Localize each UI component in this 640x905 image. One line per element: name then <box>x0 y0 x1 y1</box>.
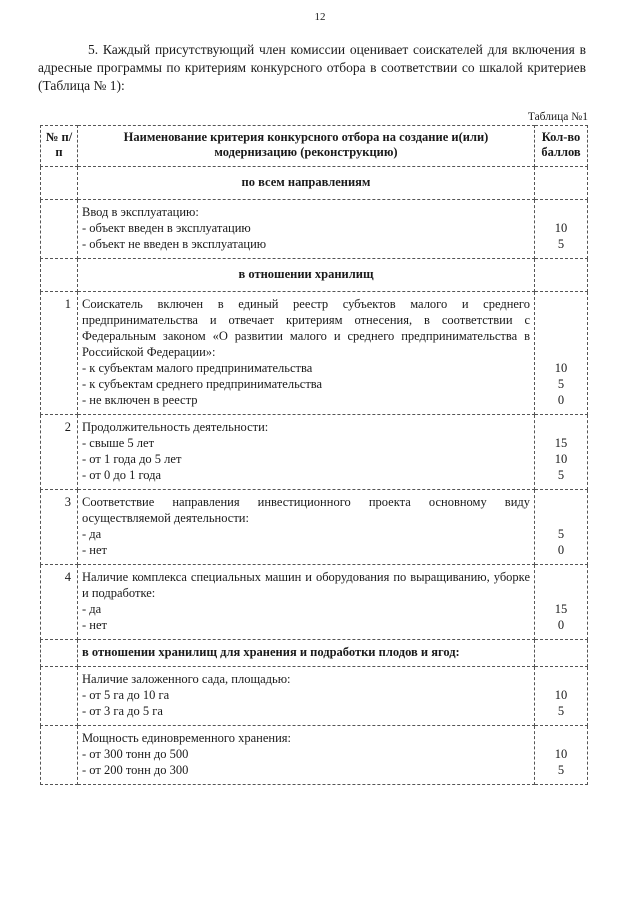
criterion-option: - от 3 га до 5 га <box>82 704 163 718</box>
criterion-option: - от 1 года до 5 лет <box>82 452 182 466</box>
intro-text: 5. Каждый присутствующий член комиссии оценивает соискателей для включения в адресные программы по критериям конкурсного отбора в соответствии со шкалой критериев (Таблица № 1): <box>38 42 586 93</box>
criterion-option: - нет <box>82 618 107 632</box>
criterion-option: - от 5 га до 10 га <box>82 688 170 702</box>
section-row-fruit <box>41 640 588 667</box>
criterion-title: Мощность единовременного хранения: <box>82 731 292 745</box>
criterion-option: - к субъектам среднего предпринимательства <box>82 377 323 391</box>
criterion-option: - не включен в реестр <box>82 393 198 407</box>
section-all-label: по всем направлениям <box>78 167 535 200</box>
table-row <box>41 415 588 490</box>
section-row-storage <box>41 259 588 292</box>
row-num <box>41 726 78 785</box>
points-value: 0 <box>557 618 565 632</box>
header-criterion: Наименование критерия конкурсного отбора на создание и(или) модернизацию (реконструкцию) <box>78 126 535 167</box>
points-value: 5 <box>557 377 565 391</box>
criterion-title: Соответствие направления инвестиционного проекта основному виду осуществляемой деятельности: <box>82 495 530 525</box>
points-value: 10 <box>554 221 568 235</box>
row-num <box>41 667 78 726</box>
points-value: 5 <box>557 237 565 251</box>
table-caption: Таблица №1 <box>527 111 588 123</box>
points-value: 5 <box>557 763 565 777</box>
criterion-option: - нет <box>82 543 107 557</box>
criterion-option: - да <box>82 527 102 541</box>
criterion-title: Наличие заложенного сада, площадью: <box>82 672 291 686</box>
criterion-option: - объект не введен в эксплуатацию <box>82 237 267 251</box>
points-value: 10 <box>554 452 568 466</box>
criterion-option: - от 200 тонн до 300 <box>82 763 189 777</box>
row-num: 1 <box>41 292 78 415</box>
section-fruit-label: в отношении хранилищ для хранения и подработки плодов и ягод: <box>78 640 535 667</box>
table-row <box>41 292 588 415</box>
criterion-title: Ввод в эксплуатацию: <box>82 205 199 219</box>
table-header-row <box>41 126 588 167</box>
criterion-option: - свыше 5 лет <box>82 436 155 450</box>
points-value: 15 <box>554 436 568 450</box>
criterion-option: - объект введен в эксплуатацию <box>82 221 251 235</box>
header-num: № п/п <box>41 126 78 167</box>
row-num: 3 <box>41 490 78 565</box>
points-value: 10 <box>554 361 568 375</box>
table-row <box>41 667 588 726</box>
row-num: 4 <box>41 565 78 640</box>
table-row <box>41 200 588 259</box>
points-value: 15 <box>554 602 568 616</box>
intro-paragraph <box>38 41 586 95</box>
table-row <box>41 726 588 785</box>
points-value: 5 <box>557 704 565 718</box>
points-value: 10 <box>554 747 568 761</box>
criterion-option: - от 0 до 1 года <box>82 468 162 482</box>
table-row <box>41 490 588 565</box>
criterion-title: Соискатель включен в единый реестр субъектов малого и среднего предпринимательства и отвечает критериям отнесения, в соответствии с Федеральным законом «О развитии малого и среднего предпринимательства в Российской Федерации»: <box>82 297 530 359</box>
points-value: 0 <box>557 393 565 407</box>
criterion-title: Продолжительность деятельности: <box>82 420 269 434</box>
points-value: 5 <box>557 468 565 482</box>
criterion-title: Наличие комплекса специальных машин и оборудования по выращиванию, уборке и подработке: <box>82 570 530 600</box>
criterion-option: - да <box>82 602 102 616</box>
points-value: 5 <box>557 527 565 541</box>
table-row <box>41 565 588 640</box>
criterion-option: - к субъектам малого предпринимательства <box>82 361 313 375</box>
points-value: 0 <box>557 543 565 557</box>
criteria-table <box>40 125 588 785</box>
page-number: 12 <box>314 11 326 23</box>
row-num <box>41 200 78 259</box>
criterion-option: - от 300 тонн до 500 <box>82 747 189 761</box>
points-value: 10 <box>554 688 568 702</box>
row-num: 2 <box>41 415 78 490</box>
header-points: Кол-во баллов <box>535 126 588 167</box>
section-row-all <box>41 167 588 200</box>
section-storage-label: в отношении хранилищ <box>78 259 535 292</box>
